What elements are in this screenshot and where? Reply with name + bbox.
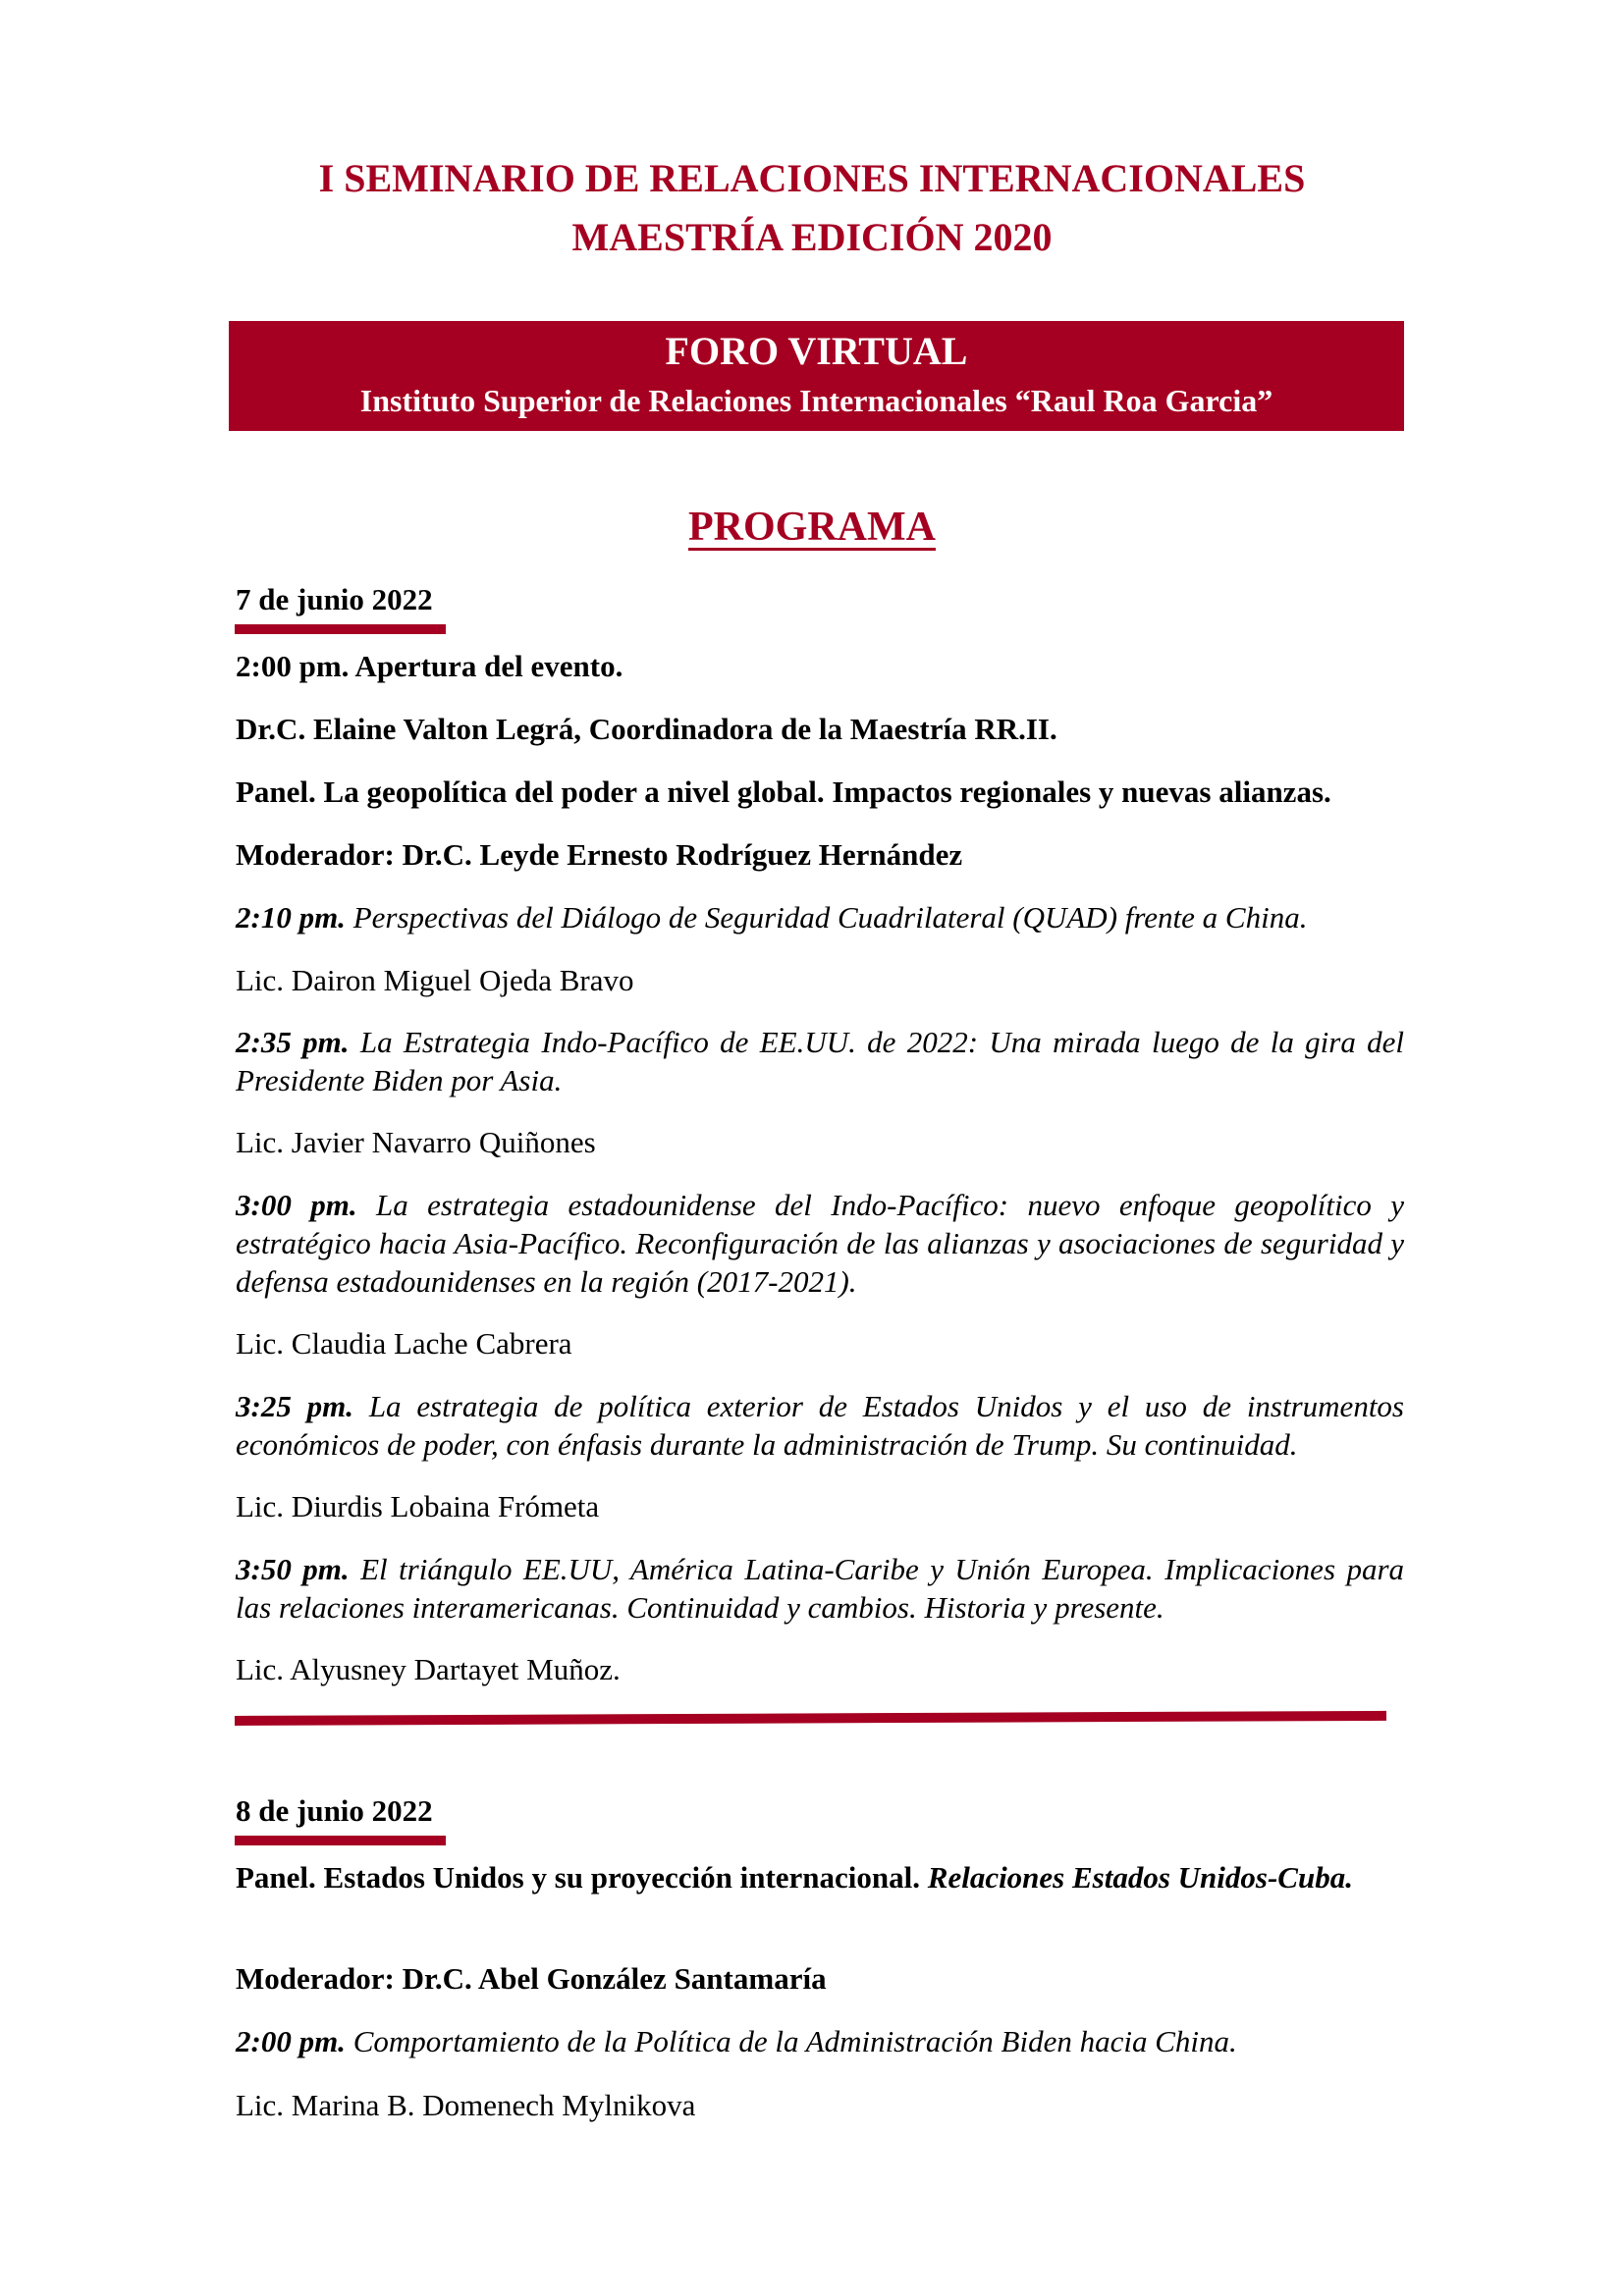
talk-time: 3:50 pm.	[236, 1552, 350, 1586]
day1-speaker-5: Lic. Alyusney Dartayet Muñoz.	[236, 1652, 621, 1686]
day2-date-rule	[235, 1836, 446, 1845]
day1-talk-3	[236, 1186, 1404, 1301]
panel-subject: Relaciones Estados Unidos-Cuba.	[927, 1860, 1353, 1895]
day1-talk-1	[236, 898, 1404, 936]
day1-opening: 2:00 pm. Apertura del evento.	[236, 649, 623, 683]
banner-title: FORO VIRTUAL	[665, 329, 968, 373]
day1-talk-4	[236, 1387, 1404, 1464]
day2-speaker-1: Lic. Marina B. Domenech Mylnikova	[236, 2088, 696, 2122]
banner-subtitle: Instituto Superior de Relaciones Internacionales “Raul Roa Garcia”	[359, 383, 1273, 418]
day1-date-rule	[235, 624, 446, 634]
panel-label: Panel. Estados Unidos y su proyección internacional.	[236, 1860, 921, 1895]
day1-speaker-2: Lic. Javier Navarro Quiñones	[236, 1125, 596, 1159]
day1-coordinator: Dr.C. Elaine Valton Legrá, Coordinadora de la Maestría RR.II.	[236, 712, 1057, 746]
day1-speaker-1: Lic. Dairon Miguel Ojeda Bravo	[236, 963, 634, 997]
seminar-title: I SEMINARIO DE RELACIONES INTERNACIONALES	[318, 156, 1306, 200]
day1-talk-5	[236, 1550, 1404, 1627]
day1-speaker-4: Lic. Diurdis Lobaina Frómeta	[236, 1489, 600, 1523]
day1-speaker-3: Lic. Claudia Lache Cabrera	[236, 1326, 572, 1361]
talk-title: Perspectivas del Diálogo de Seguridad Cuadrilateral (QUAD) frente a China.	[352, 900, 1308, 934]
talk-title: La estrategia estadounidense del Indo-Pacífico: nuevo enfoque geopolítico y estratégico hacia Asia-Pacífico. Reconfiguración de las alianzas y asociaciones de seguridad y defensa estadounidenses en la región (2017-2021).	[236, 1188, 1405, 1299]
talk-time: 2:10 pm.	[236, 900, 346, 934]
talk-title: La estrategia de política exterior de Estados Unidos y el uso de instrumentos económicos de poder, con énfasis durante la administración de Trump. Su continuidad.	[236, 1389, 1404, 1462]
day2-talk-1	[236, 2022, 1404, 2060]
talk-time: 3:25 pm.	[236, 1389, 353, 1423]
day2-panel	[236, 1858, 1404, 1896]
talk-time: 3:00 pm.	[236, 1188, 357, 1222]
talk-title: Comportamiento de la Política de la Administración Biden hacia China.	[352, 2024, 1237, 2058]
day2-date: 8 de junio 2022	[236, 1793, 433, 1828]
seminar-edition: MAESTRÍA EDICIÓN 2020	[571, 215, 1053, 259]
day1-talk-2	[236, 1023, 1404, 1099]
day1-date: 7 de junio 2022	[236, 582, 433, 616]
talk-title: La Estrategia Indo-Pacífico de EE.UU. de 2022: Una mirada luego de la gira del Presidente Biden por Asia.	[236, 1025, 1405, 1097]
section-divider	[235, 1711, 1386, 1726]
program-heading-text: PROGRAMA	[688, 505, 936, 550]
day2-moderator: Moderador: Dr.C. Abel González Santamaría	[236, 1961, 827, 1996]
day1-panel: Panel. La geopolítica del poder a nivel global. Impactos regionales y nuevas alianzas.	[236, 774, 1331, 809]
talk-title: El triángulo EE.UU, América Latina-Caribe y Unión Europea. Implicaciones para las relaciones interamericanas. Continuidad y cambios. Historia y presente.	[236, 1552, 1405, 1625]
forum-banner	[229, 321, 1404, 431]
talk-time: 2:35 pm.	[236, 1025, 350, 1059]
talk-time: 2:00 pm.	[236, 2024, 346, 2058]
day1-moderator: Moderador: Dr.C. Leyde Ernesto Rodríguez Hernández	[236, 837, 963, 872]
program-heading	[0, 503, 1624, 552]
